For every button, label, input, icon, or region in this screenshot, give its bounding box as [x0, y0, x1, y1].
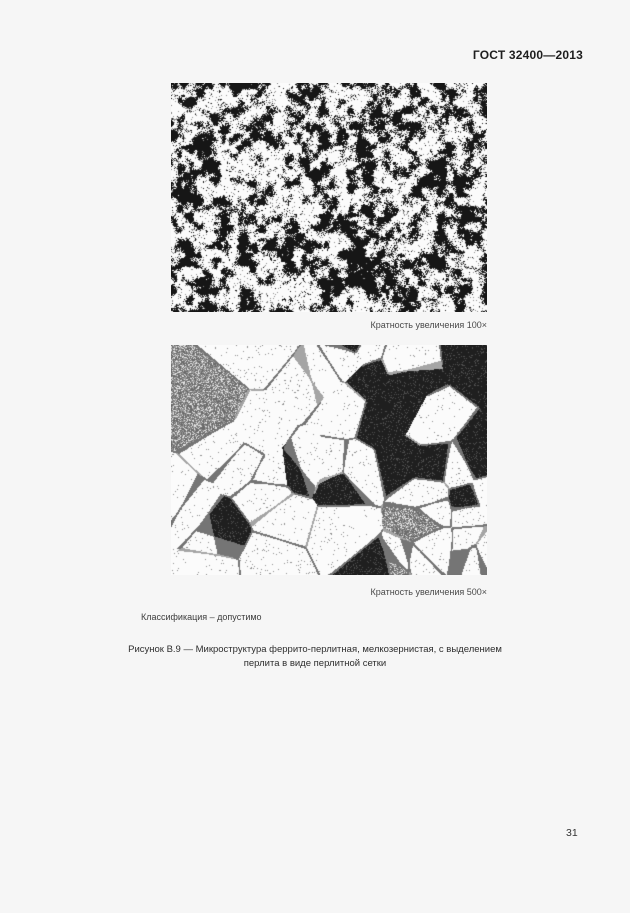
classification-note: Классификация – допустимо	[141, 612, 262, 622]
figure-caption-line2: перлита в виде перлитной сетки	[243, 658, 387, 669]
micrograph-100x-image	[171, 83, 487, 312]
document-header-code: ГОСТ 32400—2013	[472, 48, 583, 62]
micrograph-100x-caption: Кратность увеличения 100×	[370, 320, 487, 330]
micrograph-500x-image	[171, 345, 487, 575]
figure-caption	[0, 643, 630, 671]
micrograph-500x-caption: Кратность увеличения 500×	[370, 587, 487, 597]
figure-caption-line1: Рисунок В.9 — Микроструктура феррито-перлитная, мелкозернистая, с выделением	[128, 644, 502, 655]
page-number: 31	[566, 827, 578, 839]
